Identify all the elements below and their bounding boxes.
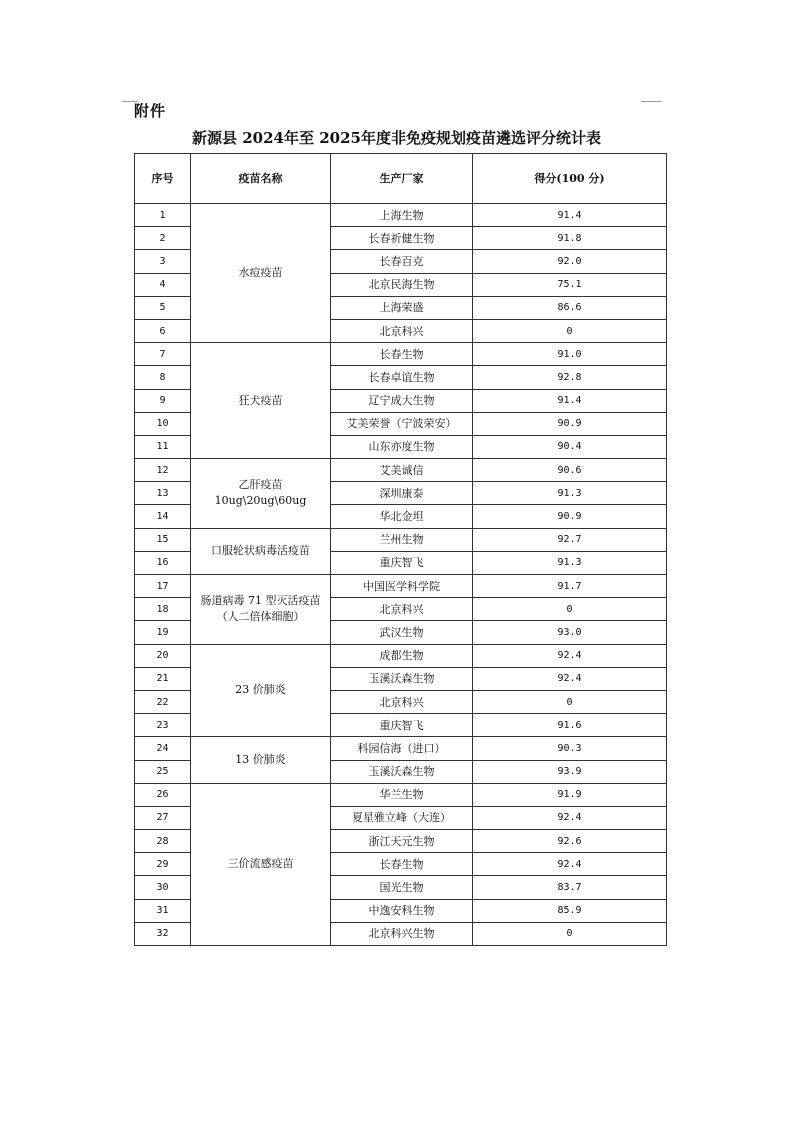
manufacturer-cell: 北京科兴生物	[331, 922, 473, 945]
row-seq-cell: 16	[135, 551, 191, 574]
table-row	[135, 783, 667, 806]
manufacturer-cell: 玉溪沃森生物	[331, 760, 473, 783]
row-seq-cell: 27	[135, 806, 191, 829]
score-cell: 92.6	[473, 830, 667, 853]
score-cell: 91.9	[473, 783, 667, 806]
row-seq-cell: 21	[135, 667, 191, 690]
manufacturer-cell: 北京科兴	[331, 690, 473, 713]
manufacturer-cell: 北京民海生物	[331, 273, 473, 296]
row-seq-cell: 8	[135, 366, 191, 389]
row-seq-cell: 6	[135, 319, 191, 342]
score-cell: 86.6	[473, 296, 667, 319]
row-seq-cell: 9	[135, 389, 191, 412]
row-seq-cell: 11	[135, 435, 191, 458]
header-manufacturer: 生产厂家	[331, 154, 473, 204]
row-seq-cell: 26	[135, 783, 191, 806]
document-title: 新源县 2024年至 2025年度非免疫规划疫苗遴选评分统计表	[192, 129, 601, 147]
attachment-label: 附件	[134, 102, 167, 120]
manufacturer-cell: 兰州生物	[331, 528, 473, 551]
manufacturer-cell: 艾美荣誉（宁波荣安）	[331, 412, 473, 435]
row-seq-cell: 4	[135, 273, 191, 296]
row-seq-cell: 2	[135, 227, 191, 250]
manufacturer-cell: 华兰生物	[331, 783, 473, 806]
manufacturer-cell: 中国医学科学院	[331, 575, 473, 598]
manufacturer-cell: 长春卓谊生物	[331, 366, 473, 389]
manufacturer-cell: 国光生物	[331, 876, 473, 899]
row-seq-cell: 20	[135, 644, 191, 667]
score-cell: 92.4	[473, 644, 667, 667]
score-cell: 91.3	[473, 551, 667, 574]
score-cell: 93.0	[473, 621, 667, 644]
score-cell: 91.3	[473, 482, 667, 505]
manufacturer-cell: 辽宁成大生物	[331, 389, 473, 412]
vaccine-name-cell: 口服轮状病毒活疫苗	[191, 528, 331, 574]
row-seq-cell: 18	[135, 598, 191, 621]
header-seq: 序号	[135, 154, 191, 204]
row-seq-cell: 31	[135, 899, 191, 922]
table-row	[135, 737, 667, 760]
score-cell: 90.9	[473, 505, 667, 528]
table-row	[135, 343, 667, 366]
score-cell: 83.7	[473, 876, 667, 899]
vaccine-name-cell: 三价流感疫苗	[191, 783, 331, 945]
vaccine-name-cell: 13 价肺炎	[191, 737, 331, 783]
page-corner-mark-right	[641, 101, 661, 102]
table-row	[135, 644, 667, 667]
score-cell: 90.3	[473, 737, 667, 760]
score-cell: 92.4	[473, 667, 667, 690]
score-cell: 90.9	[473, 412, 667, 435]
manufacturer-cell: 夏星雅立峰（大连）	[331, 806, 473, 829]
vaccine-score-table	[134, 153, 667, 946]
score-cell: 0	[473, 598, 667, 621]
manufacturer-cell: 重庆智飞	[331, 714, 473, 737]
row-seq-cell: 3	[135, 250, 191, 273]
manufacturer-cell: 华北金坦	[331, 505, 473, 528]
row-seq-cell: 23	[135, 714, 191, 737]
score-cell: 75.1	[473, 273, 667, 296]
row-seq-cell: 22	[135, 690, 191, 713]
score-cell: 92.7	[473, 528, 667, 551]
manufacturer-cell: 科园信海（进口）	[331, 737, 473, 760]
table-row	[135, 459, 667, 482]
table-row	[135, 528, 667, 551]
score-cell: 0	[473, 319, 667, 342]
score-cell: 93.9	[473, 760, 667, 783]
manufacturer-cell: 深圳康泰	[331, 482, 473, 505]
manufacturer-cell: 上海荣盛	[331, 296, 473, 319]
manufacturer-cell: 中逸安科生物	[331, 899, 473, 922]
manufacturer-cell: 浙江天元生物	[331, 830, 473, 853]
row-seq-cell: 10	[135, 412, 191, 435]
manufacturer-cell: 武汉生物	[331, 621, 473, 644]
row-seq-cell: 7	[135, 343, 191, 366]
manufacturer-cell: 长春祈健生物	[331, 227, 473, 250]
score-cell: 91.4	[473, 204, 667, 227]
vaccine-name-cell: 23 价肺炎	[191, 644, 331, 737]
vaccine-name-cell: 乙肝疫苗 10ug\20ug\60ug	[191, 459, 331, 529]
row-seq-cell: 17	[135, 575, 191, 598]
row-seq-cell: 15	[135, 528, 191, 551]
row-seq-cell: 1	[135, 204, 191, 227]
score-cell: 91.0	[473, 343, 667, 366]
manufacturer-cell: 长春生物	[331, 853, 473, 876]
header-vaccine: 疫苗名称	[191, 154, 331, 204]
score-cell: 92.0	[473, 250, 667, 273]
manufacturer-cell: 上海生物	[331, 204, 473, 227]
score-cell: 91.6	[473, 714, 667, 737]
score-cell: 92.4	[473, 853, 667, 876]
score-cell: 0	[473, 690, 667, 713]
row-seq-cell: 29	[135, 853, 191, 876]
row-seq-cell: 25	[135, 760, 191, 783]
score-cell: 91.7	[473, 575, 667, 598]
row-seq-cell: 5	[135, 296, 191, 319]
row-seq-cell: 32	[135, 922, 191, 945]
score-cell: 90.6	[473, 459, 667, 482]
row-seq-cell: 14	[135, 505, 191, 528]
table-row	[135, 575, 667, 598]
row-seq-cell: 30	[135, 876, 191, 899]
manufacturer-cell: 山东亦度生物	[331, 435, 473, 458]
table-row	[135, 204, 667, 227]
score-cell: 90.4	[473, 435, 667, 458]
row-seq-cell: 24	[135, 737, 191, 760]
manufacturer-cell: 重庆智飞	[331, 551, 473, 574]
vaccine-name-cell: 肠道病毒 71 型灭活疫苗 （人二倍体细胞）	[191, 575, 331, 645]
score-cell: 0	[473, 922, 667, 945]
manufacturer-cell: 长春百克	[331, 250, 473, 273]
score-cell: 92.4	[473, 806, 667, 829]
score-cell: 92.8	[473, 366, 667, 389]
manufacturer-cell: 玉溪沃森生物	[331, 667, 473, 690]
score-cell: 91.4	[473, 389, 667, 412]
score-cell: 85.9	[473, 899, 667, 922]
row-seq-cell: 13	[135, 482, 191, 505]
vaccine-name-cell: 水痘疫苗	[191, 204, 331, 343]
vaccine-name-cell: 狂犬疫苗	[191, 343, 331, 459]
manufacturer-cell: 艾美诚信	[331, 459, 473, 482]
manufacturer-cell: 成都生物	[331, 644, 473, 667]
table-header-row	[135, 154, 667, 204]
table-body	[135, 204, 667, 946]
manufacturer-cell: 长春生物	[331, 343, 473, 366]
manufacturer-cell: 北京科兴	[331, 598, 473, 621]
row-seq-cell: 28	[135, 830, 191, 853]
row-seq-cell: 19	[135, 621, 191, 644]
manufacturer-cell: 北京科兴	[331, 319, 473, 342]
row-seq-cell: 12	[135, 459, 191, 482]
header-score: 得分(100 分)	[473, 154, 667, 204]
score-cell: 91.8	[473, 227, 667, 250]
